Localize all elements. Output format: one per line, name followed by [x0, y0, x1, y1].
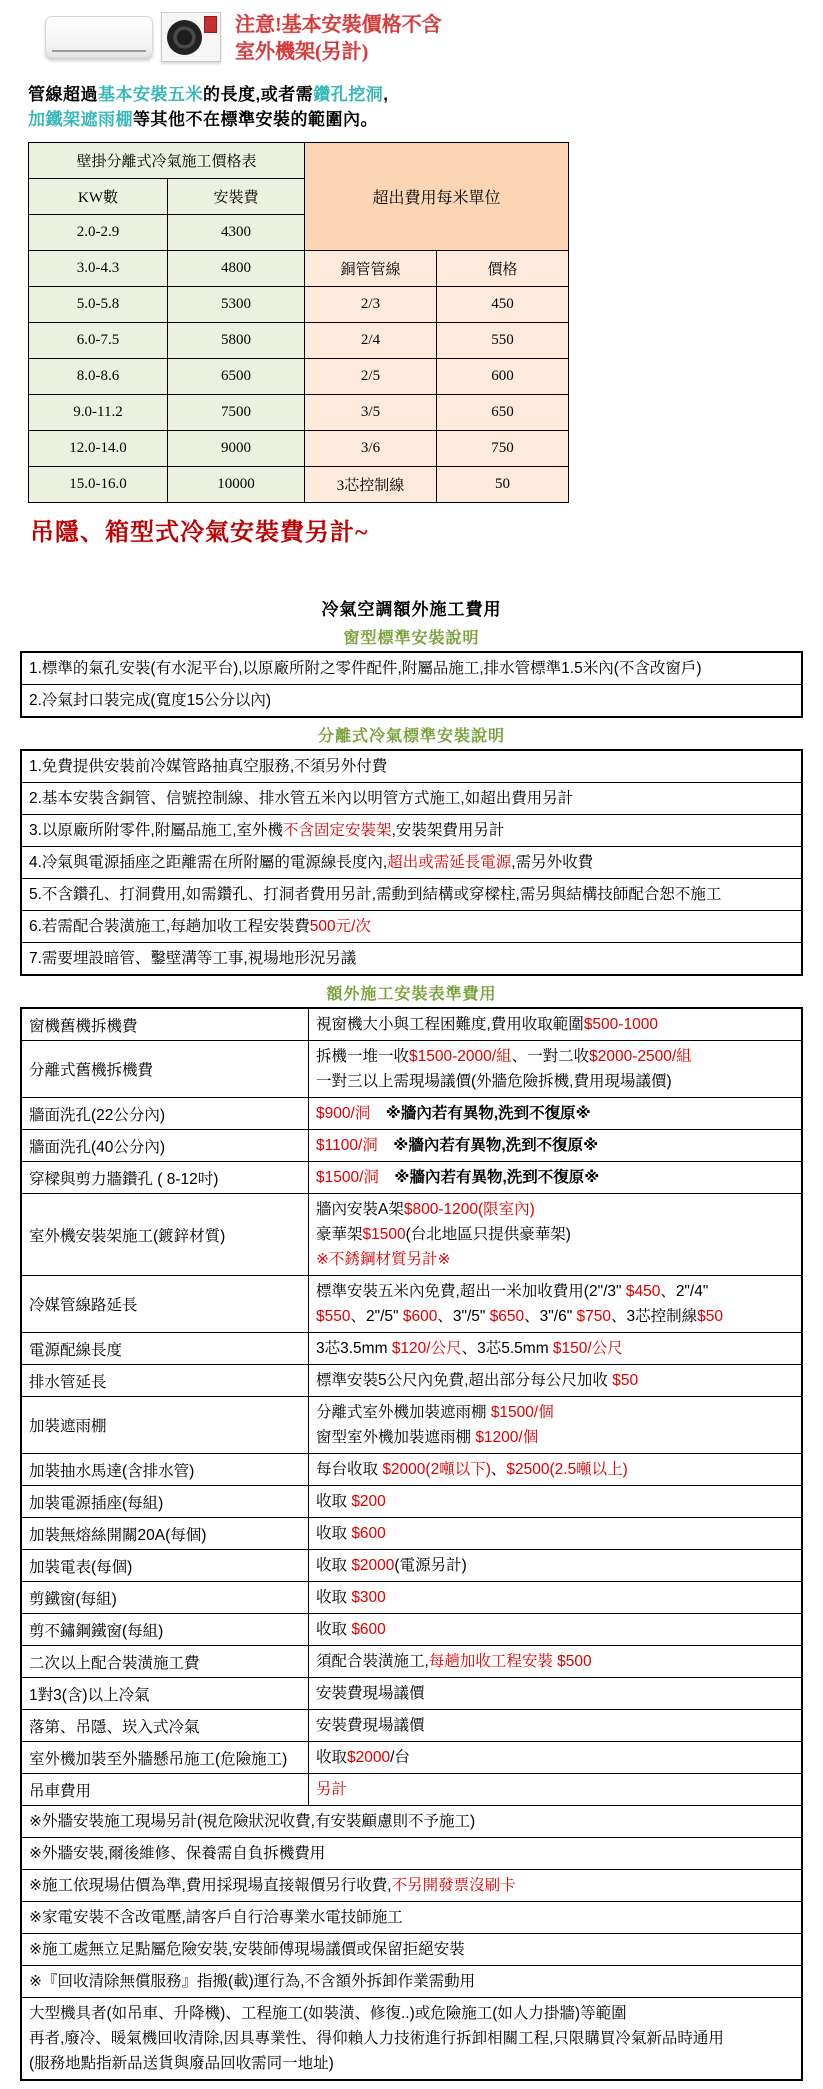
text-segment: 不含固定安裝架: [283, 822, 392, 839]
fee-row: [21, 1550, 802, 1582]
text-segment: $2500(2.5噸以上): [506, 1461, 628, 1478]
fee-item-label: 剪鐵窗(每組): [21, 1582, 309, 1614]
extra-fees-title: 冷氣空調額外施工費用: [321, 600, 502, 619]
text-segment: 每台收取: [316, 1461, 383, 1478]
text-segment: 大型機具者(如吊車、升降機)、工程施工(如裝潢、修復..)或危險施工(如人力掛牆)等範圍: [29, 2005, 627, 2022]
price-table-row: [29, 287, 569, 323]
fee-value-line: [316, 1012, 794, 1037]
footnote-line: [29, 1841, 794, 1866]
fee-item-label: 落第、吊隱、崁入式冷氣: [21, 1710, 309, 1742]
text-segment: $300: [351, 1589, 386, 1606]
fee-item-value: [309, 1365, 803, 1397]
fee-value-line: [316, 1304, 794, 1329]
text-segment: 分離式室外機加裝遮雨棚: [316, 1404, 491, 1421]
fee-value-line: [316, 1101, 794, 1126]
text-segment: 、3"/5": [437, 1308, 490, 1325]
fee-item-label: 加裝無熔絲開關20A(每個): [21, 1518, 309, 1550]
fee-item-value: [309, 1742, 803, 1774]
text-segment: $1200/個: [475, 1429, 539, 1446]
text-segment: ※家電安裝不含改電壓,請客戶自行洽專業水電技師施工: [29, 1909, 403, 1926]
price-table-row: [29, 359, 569, 395]
footnote-row: [21, 1902, 802, 1934]
pipe-cell: 2/4: [305, 323, 437, 359]
fee-row: [21, 1614, 802, 1646]
text-segment: 3.以原廠所附零件,附屬品施工,室外機: [29, 822, 284, 839]
fee-item-value: [309, 1194, 803, 1276]
split-install-item: [21, 879, 802, 911]
text-segment: $650: [489, 1308, 525, 1325]
text-segment: 2.冷氣封口裝完成(寬度15公分以內): [29, 692, 271, 709]
text-segment: 500元/次: [309, 918, 371, 935]
fee-item-label: 加裝遮雨棚: [21, 1397, 309, 1454]
text-segment: 4.冷氣與電源插座之距離需在所附屬的電源線長度內,: [29, 854, 388, 871]
footnote-row: [21, 1806, 802, 1838]
footnote-line: [29, 2051, 794, 2076]
fee-value-line: [316, 1368, 794, 1393]
text-segment: $50: [612, 1372, 639, 1389]
fee-row: [21, 1710, 802, 1742]
text-segment: $600: [351, 1621, 386, 1638]
pipe-column-header: 銅管管線: [305, 251, 437, 287]
text-segment: 收取: [316, 1525, 352, 1542]
text-segment: ,需另外收費: [511, 854, 594, 871]
split-install-item-text: [21, 943, 802, 976]
text-segment: 標準安裝5公尺內免費,超出部分每公尺加收: [316, 1372, 613, 1389]
price-table-row: [29, 467, 569, 503]
text-segment: 每趟加收工程安裝 $500: [428, 1653, 592, 1670]
footnote-row: [21, 1998, 802, 2081]
text-segment: 標準安裝五米內免費,超出一米加收費用(2"/3": [316, 1283, 626, 1300]
text-segment: $150/公尺: [552, 1340, 623, 1357]
text-segment: $120/公尺: [391, 1340, 462, 1357]
fee-row: [21, 1008, 802, 1041]
split-install-item-text: [21, 911, 802, 943]
kw-cell: 3.0-4.3: [29, 251, 168, 287]
text-segment: $1500/個: [490, 1404, 554, 1421]
text-segment: 收取: [316, 1493, 352, 1510]
text-segment: $2000-2500/組: [589, 1048, 692, 1065]
intro-paragraph: [0, 82, 823, 132]
text-segment: 、3芯控制線: [611, 1308, 698, 1325]
fee-value-line: [316, 1165, 794, 1190]
ceiling-box-type-note: 吊隱、箱型式冷氣安裝費另計~: [30, 520, 369, 546]
kw-cell: 15.0-16.0: [29, 467, 168, 503]
text-segment: 再者,廢冷、暖氣機回收清除,因具專業性、得仰賴人力技術進行拆卸相關工程,只限購買冷氣新品時通用: [29, 2030, 724, 2047]
split-install-item: [21, 750, 802, 783]
wall-split-price-table: [28, 142, 569, 503]
text-segment: $450: [625, 1283, 661, 1300]
text-segment: 收取: [316, 1621, 352, 1638]
fee-item-label: 牆面洗孔(22公分內): [21, 1098, 309, 1130]
fee-value-line: [316, 1425, 794, 1450]
fee-item-label: 牆面洗孔(40公分內): [21, 1130, 309, 1162]
text-segment: $1500-2000/組: [409, 1048, 512, 1065]
text-segment: 一對三以上需現場議價(外牆危險拆機,費用現場議價): [316, 1073, 672, 1090]
text-segment: ,: [383, 85, 389, 104]
fee-item-value: [309, 1486, 803, 1518]
fee-row: [21, 1454, 802, 1486]
text-segment: 收取: [316, 1589, 352, 1606]
footnote-line: [29, 1969, 794, 1994]
fee-value-line: [316, 1044, 794, 1069]
fee-value-line: [316, 1222, 794, 1247]
text-segment: 收取: [316, 1557, 352, 1574]
text-segment: 不另開發票沒刷卡: [391, 1877, 516, 1894]
fee-item-label: 穿樑與剪力牆鑽孔 ( 8-12吋): [21, 1162, 309, 1194]
text-segment: 視窗機大小與工程困難度,費用收取範圍: [316, 1016, 584, 1033]
price-table-row: [29, 395, 569, 431]
fee-cell: 9000: [168, 431, 305, 467]
text-segment: ※施工依現場估價為準,費用採現場直接報價另行收費,: [29, 1877, 392, 1894]
footnote-line: [29, 1905, 794, 1930]
fee-item-label: 室外機加裝至外牆懸吊施工(危險施工): [21, 1742, 309, 1774]
fee-item-label: 室外機安裝架施工(鍍鋅材質): [21, 1194, 309, 1276]
text-segment: 7.需要埋設暗管、鑿壁溝等工事,視場地形況另議: [29, 950, 357, 967]
price-cell: 550: [437, 323, 569, 359]
text-segment: 5.不含鑽孔、打洞費用,如需鑽孔、打洞者費用另計,需動到結構或穿樑柱,需另與結構技師配合恕不施工: [29, 886, 722, 903]
fee-cell: 7500: [168, 395, 305, 431]
fee-item-value: [309, 1710, 803, 1742]
text-segment: 基本安裝五米: [98, 85, 203, 104]
text-segment: 另計: [316, 1781, 348, 1798]
window-install-item: [21, 652, 802, 685]
fee-value-line: [316, 1521, 794, 1546]
fee-value-line: [316, 1133, 794, 1158]
text-segment: $600: [351, 1525, 386, 1542]
text-segment: 、一對二收: [511, 1048, 590, 1065]
ac-louver-line: [52, 50, 146, 52]
footnote-row: [21, 1966, 802, 1998]
fee-row: [21, 1582, 802, 1614]
text-segment: $750: [576, 1308, 612, 1325]
extra-fees-table: [20, 1007, 803, 2081]
pipe-cell: 3芯控制線: [305, 467, 437, 503]
text-segment: ※外牆安裝施工現場另計(視危險狀況收費,有安裝顧慮則不予施工): [29, 1813, 476, 1830]
fee-item-value: [309, 1397, 803, 1454]
text-segment: /台: [390, 1749, 410, 1766]
fee-item-value: [309, 1774, 803, 1806]
fee-item-value: [309, 1614, 803, 1646]
split-type-heading: 分離式冷氣標準安裝說明: [317, 728, 505, 745]
text-segment: 超出或需延長電源: [387, 854, 512, 871]
footnote-line: [29, 2026, 794, 2051]
text-segment: 鑽孔挖洞: [313, 85, 384, 104]
notice-line-2: 室外機架(另計): [235, 41, 369, 63]
text-segment: ※外牆安裝,爾後維修、保養需自負拆機費用: [29, 1845, 326, 1862]
excess-fee-header: 超出費用每米單位: [305, 143, 569, 251]
fee-item-value: [309, 1098, 803, 1130]
fee-value-line: [316, 1585, 794, 1610]
footnote-line: [29, 1809, 794, 1834]
fee-cell: 10000: [168, 467, 305, 503]
footnote-text: [21, 1934, 802, 1966]
fee-item-label: 電源配線長度: [21, 1333, 309, 1365]
install-notice: [235, 12, 442, 66]
footnote-text: [21, 1998, 802, 2081]
fee-cell: 5800: [168, 323, 305, 359]
fee-row: [21, 1646, 802, 1678]
split-install-item-text: [21, 879, 802, 911]
footnote-text: [21, 1870, 802, 1902]
split-install-item-text: [21, 815, 802, 847]
fee-item-value: [309, 1276, 803, 1333]
text-segment: 、2"/4": [660, 1283, 709, 1300]
fee-value-line: [316, 1247, 794, 1272]
fee-item-label: 窗機舊機拆機費: [21, 1008, 309, 1041]
footnote-line: [29, 2001, 794, 2026]
fee-item-label: 分離式舊機拆機費: [21, 1041, 309, 1098]
fee-value-line: [316, 1713, 794, 1738]
fee-row: [21, 1194, 802, 1276]
fee-value-line: [316, 1336, 794, 1361]
fee-item-label: 冷媒管線路延長: [21, 1276, 309, 1333]
fee-value-line: [316, 1069, 794, 1094]
text-segment: 須配合裝潢施工,: [316, 1653, 429, 1670]
text-segment: 1.免費提供安裝前冷媒管路抽真空服務,不須另外付費: [29, 758, 388, 775]
text-segment: 安裝費現場議價: [316, 1717, 425, 1734]
fee-item-value: [309, 1582, 803, 1614]
intro-line: [28, 82, 823, 107]
footnote-row: [21, 1934, 802, 1966]
fee-row: [21, 1365, 802, 1397]
price-table-row: [29, 431, 569, 467]
fee-row: [21, 1041, 802, 1098]
fee-item-label: 加裝電源插座(每組): [21, 1486, 309, 1518]
text-segment: $900/洞: [316, 1105, 371, 1122]
footnote-row: [21, 1838, 802, 1870]
fee-row: [21, 1486, 802, 1518]
pipe-cell: 2/3: [305, 287, 437, 323]
price-cell: 600: [437, 359, 569, 395]
fee-row: [21, 1130, 802, 1162]
price-cell: 750: [437, 431, 569, 467]
fee-value-line: [316, 1745, 794, 1770]
fee-item-label: 加裝電表(每個): [21, 1550, 309, 1582]
fee-value-line: [316, 1617, 794, 1642]
price-cell: 50: [437, 467, 569, 503]
fee-row: [21, 1774, 802, 1806]
text-segment: $1100/洞: [316, 1137, 378, 1154]
fee-value-line: [316, 1681, 794, 1706]
fee-value-line: [316, 1649, 794, 1674]
brand-sticker: [204, 16, 217, 33]
fee-row: [21, 1397, 802, 1454]
text-segment: 2.基本安裝含銅管、信號控制線、排水管五米內以明管方式施工,如超出費用另計: [29, 790, 574, 807]
footnote-text: [21, 1806, 802, 1838]
text-segment: 、3芯5.5mm: [461, 1340, 553, 1357]
kw-cell: 12.0-14.0: [29, 431, 168, 467]
fee-value-line: [316, 1553, 794, 1578]
fee-item-value: [309, 1678, 803, 1710]
extra-fee-heading: 額外施工安裝表準費用: [326, 986, 497, 1003]
fee-item-value: [309, 1041, 803, 1098]
price-table-title: 壁掛分離式冷氣施工價格表: [29, 143, 305, 179]
split-install-item: [21, 815, 802, 847]
split-install-item-text: [21, 847, 802, 879]
kw-column-header: KW數: [29, 179, 168, 215]
fee-item-value: [309, 1518, 803, 1550]
fee-item-value: [309, 1646, 803, 1678]
split-install-item: [21, 783, 802, 815]
window-install-item-text: [21, 685, 802, 718]
split-type-install-table: [20, 749, 803, 976]
fee-row: [21, 1098, 802, 1130]
fee-item-label: 1對3(含)以上冷氣: [21, 1678, 309, 1710]
text-segment: 豪華架: [316, 1226, 363, 1243]
header-section: [0, 0, 823, 76]
split-install-item-text: [21, 783, 802, 815]
fee-row: [21, 1333, 802, 1365]
text-segment: 、3"/6": [524, 1308, 577, 1325]
fee-value-line: [316, 1279, 794, 1304]
text-segment: (服務地點指新品送貨與廢品回收需同一地址): [29, 2055, 334, 2072]
text-segment: 6.若需配合裝潢施工,每趟加收工程安裝費: [29, 918, 310, 935]
fan-grille-icon: [167, 20, 202, 55]
text-segment: 牆內安裝A架: [316, 1201, 404, 1218]
price-cell: 650: [437, 395, 569, 431]
fee-item-label: 二次以上配合裝潢施工費: [21, 1646, 309, 1678]
text-segment: ※『回收清除無償服務』指搬(載)運行為,不含額外拆卸作業需動用: [29, 1973, 476, 1990]
window-install-item-text: [21, 652, 802, 685]
fee-item-value: [309, 1550, 803, 1582]
text-segment: $1500/洞: [316, 1169, 379, 1186]
price-table-row: [29, 323, 569, 359]
text-segment: (台北地區只提供豪華架): [405, 1226, 571, 1243]
fee-item-value: [309, 1454, 803, 1486]
text-segment: 3芯3.5mm: [316, 1340, 392, 1357]
price-column-header: 價格: [437, 251, 569, 287]
footnote-text: [21, 1902, 802, 1934]
text-segment: ※牆內若有異物,洗到不復原※: [370, 1105, 591, 1122]
text-segment: ※牆內若有異物,洗到不復原※: [378, 1169, 600, 1186]
text-segment: $2000: [347, 1749, 391, 1766]
fee-row: [21, 1276, 802, 1333]
fee-value-line: [316, 1457, 794, 1482]
text-segment: 的長度,或者需: [203, 85, 314, 104]
fee-row: [21, 1742, 802, 1774]
outdoor-ac-unit-image: [161, 12, 221, 62]
split-install-item: [21, 847, 802, 879]
pipe-cell: 2/5: [305, 359, 437, 395]
fee-item-value: [309, 1162, 803, 1194]
text-segment: 等其他不在標準安裝的範圍內。: [133, 110, 378, 129]
text-segment: 收取: [316, 1749, 348, 1766]
intro-line: [28, 107, 823, 132]
text-segment: 窗型室外機加裝遮雨棚: [316, 1429, 476, 1446]
window-type-install-table: [20, 651, 803, 718]
window-install-item: [21, 685, 802, 718]
fee-item-label: 排水管延長: [21, 1365, 309, 1397]
text-segment: $2000: [351, 1557, 395, 1574]
fee-row: [21, 1518, 802, 1550]
text-segment: 、: [490, 1461, 507, 1478]
text-segment: $600: [402, 1308, 438, 1325]
fee-cell: 4800: [168, 251, 305, 287]
text-segment: ※牆內若有異物,洗到不復原※: [377, 1137, 599, 1154]
footnote-row: [21, 1870, 802, 1902]
pipe-cell: 3/5: [305, 395, 437, 431]
text-segment: 加鐵架遮雨棚: [28, 110, 133, 129]
split-install-item: [21, 911, 802, 943]
fee-item-label: 加裝抽水馬達(含排水管): [21, 1454, 309, 1486]
footnote-text: [21, 1838, 802, 1870]
text-segment: $50: [697, 1308, 724, 1325]
text-segment: 安裝費現場議價: [316, 1685, 425, 1702]
fee-row: [21, 1162, 802, 1194]
split-install-item: [21, 943, 802, 976]
text-segment: 拆機一堆一收: [316, 1048, 410, 1065]
price-table-header-row: [29, 143, 569, 179]
text-segment: 、2"/5": [350, 1308, 403, 1325]
text-segment: $550: [316, 1308, 351, 1325]
fee-value-line: [316, 1489, 794, 1514]
text-segment: 管線超過: [28, 85, 98, 104]
notice-line-1: 注意!基本安裝價格不含: [235, 14, 442, 36]
text-segment: ※不銹鋼材質另計※: [316, 1251, 451, 1268]
text-segment: $800-1200(限室內): [403, 1201, 535, 1218]
fee-item-value: [309, 1130, 803, 1162]
text-segment: 1.標準的氣孔安裝(有水泥平台),以原廠所附之零件配件,附屬品施工,排水管標準1.5米內(不含改窗戶): [29, 660, 702, 677]
pipe-cell: 3/6: [305, 431, 437, 467]
fee-item-value: [309, 1333, 803, 1365]
text-segment: (電源另計): [394, 1557, 467, 1574]
kw-cell: 9.0-11.2: [29, 395, 168, 431]
kw-cell: 6.0-7.5: [29, 323, 168, 359]
text-segment: ,安裝架費用另計: [391, 822, 505, 839]
text-segment: ※施工處無立足點屬危險安裝,安裝師傅現場議價或保留拒絕安裝: [29, 1941, 465, 1958]
kw-cell: 5.0-5.8: [29, 287, 168, 323]
fee-value-line: [316, 1197, 794, 1222]
split-install-item-text: [21, 750, 802, 783]
fee-column-header: 安裝費: [168, 179, 305, 215]
price-table-row: [29, 251, 569, 287]
fee-value-line: [316, 1777, 794, 1802]
text-segment: $200: [351, 1493, 386, 1510]
footnote-text: [21, 1966, 802, 1998]
text-segment: $500-1000: [583, 1016, 658, 1033]
fee-item-label: 剪不鏽鋼鐵窗(每組): [21, 1614, 309, 1646]
fee-cell: 4300: [168, 215, 305, 251]
fee-item-label: 吊車費用: [21, 1774, 309, 1806]
fee-value-line: [316, 1400, 794, 1425]
window-type-heading: 窗型標準安裝說明: [343, 630, 480, 647]
footnote-line: [29, 1873, 794, 1898]
indoor-ac-unit-image: [45, 16, 153, 58]
price-cell: 450: [437, 287, 569, 323]
kw-cell: 2.0-2.9: [29, 215, 168, 251]
text-segment: $1500: [362, 1226, 406, 1243]
fee-cell: 5300: [168, 287, 305, 323]
text-segment: $2000(2噸以下): [382, 1461, 491, 1478]
fee-item-value: [309, 1008, 803, 1041]
fee-cell: 6500: [168, 359, 305, 395]
fee-row: [21, 1678, 802, 1710]
footnote-line: [29, 1937, 794, 1962]
kw-cell: 8.0-8.6: [29, 359, 168, 395]
